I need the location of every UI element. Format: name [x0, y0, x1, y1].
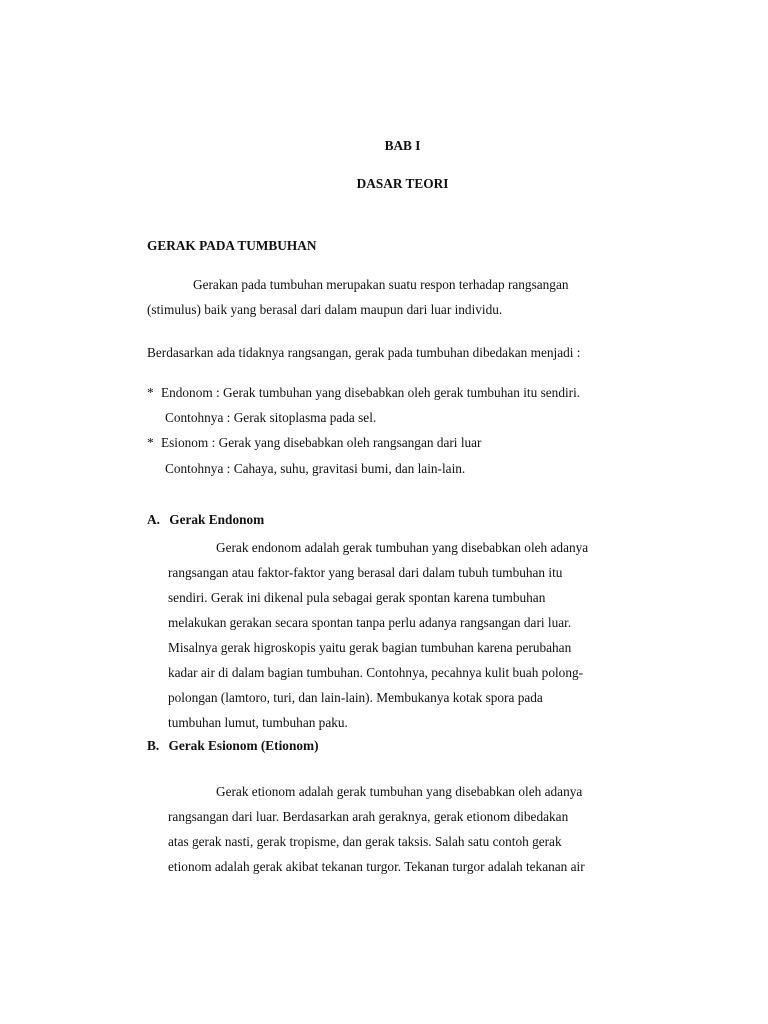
subsection-heading-a: [147, 512, 264, 528]
paragraph-line: melakukan gerakan secara spontan tanpa perlu adanya rangsangan dari luar.: [168, 615, 572, 630]
classification-text: Berdasarkan ada tidaknya rangsangan, gerak pada tumbuhan dibedakan menjadi :: [147, 345, 581, 360]
paragraph-line: rangsangan atau faktor-faktor yang berasal dari dalam tubuh tumbuhan itu: [168, 565, 563, 580]
paragraph-line: atas gerak nasti, gerak tropisme, dan gerak taksis. Salah satu contoh gerak: [168, 834, 562, 849]
subsection-title: Gerak Esionom (Etionom): [168, 738, 319, 753]
paragraph-line: kadar air di dalam bagian tumbuhan. Contohnya, pecahnya kulit buah polong-: [168, 665, 584, 680]
list-item: [147, 435, 482, 451]
paragraph-line: sendiri. Gerak ini dikenal pula sebagai gerak spontan karena tumbuhan: [168, 590, 546, 605]
intro-line: (stimulus) baik yang berasal dari dalam maupun dari luar individu.: [147, 302, 503, 317]
paragraph-line: polongan (lamtoro, turi, dan lain-lain). Membukanya kotak spora pada: [168, 690, 543, 705]
list-item-example: Contohnya : Cahaya, suhu, gravitasi bumi, dan lain-lain.: [165, 461, 466, 476]
subsection-heading-b: [147, 738, 319, 754]
paragraph-line: etionom adalah gerak akibat tekanan turgor. Tekanan turgor adalah tekanan air: [168, 859, 585, 874]
paragraph-line: Gerak endonom adalah gerak tumbuhan yang disebabkan oleh adanya: [216, 540, 589, 555]
chapter-title: DASAR TEORI: [356, 176, 449, 191]
intro-line: Gerakan pada tumbuhan merupakan suatu respon terhadap rangsangan: [193, 277, 569, 292]
bullet-marker: *: [147, 435, 154, 450]
paragraph-line: tumbuhan lumut, tumbuhan paku.: [168, 715, 348, 730]
list-item-text: Endonom : Gerak tumbuhan yang disebabkan oleh gerak tumbuhan itu sendiri.: [160, 385, 581, 400]
paragraph-line: rangsangan dari luar. Berdasarkan arah geraknya, gerak etionom dibedakan: [168, 809, 569, 824]
subsection-b-paragraph: [168, 779, 658, 879]
paragraph-line: Misalnya gerak higroskopis yaitu gerak bagian tumbuhan karena perubahan: [168, 640, 572, 655]
subsection-marker: B.: [147, 738, 160, 753]
subsection-marker: A.: [147, 512, 160, 527]
chapter-number: BAB I: [384, 138, 421, 153]
paragraph-line: Gerak etionom adalah gerak tumbuhan yang disebabkan oleh adanya: [216, 784, 583, 799]
list-item: [147, 385, 580, 401]
subsection-title: Gerak Endonom: [169, 512, 265, 527]
list-item-text: Esionom : Gerak yang disebabkan oleh rangsangan dari luar: [160, 435, 482, 450]
intro-paragraph: [147, 272, 658, 322]
section-heading: GERAK PADA TUMBUHAN: [147, 238, 317, 253]
subsection-a-paragraph: [168, 535, 658, 735]
list-item-example: Contohnya : Gerak sitoplasma pada sel.: [165, 410, 377, 425]
bullet-marker: *: [147, 385, 154, 400]
